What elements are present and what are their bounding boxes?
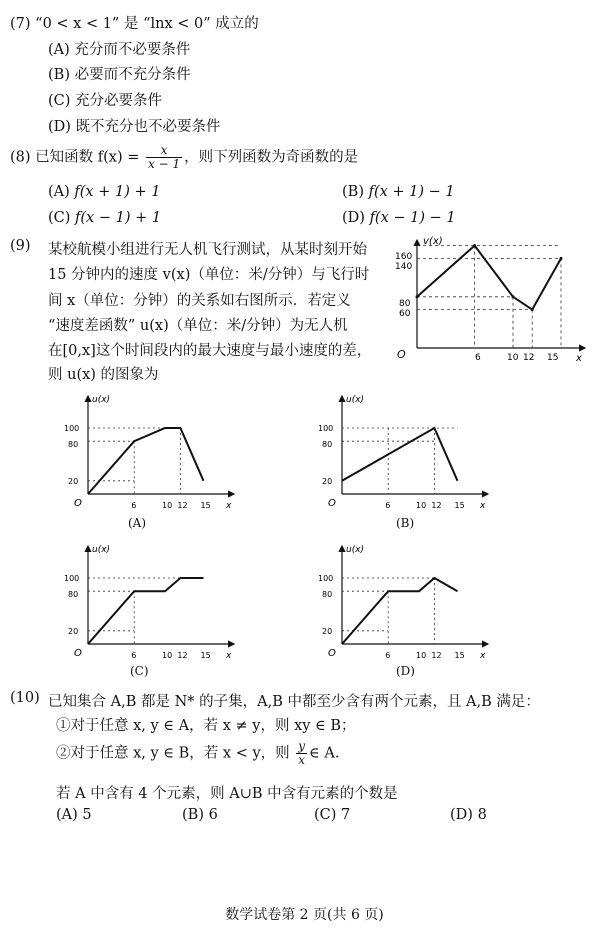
x-tick-label: 10	[416, 651, 427, 660]
origin-label: O	[74, 498, 82, 509]
stem-part: ②对于任意 x, y ∈ B，若 x < y，则	[56, 745, 290, 762]
option-label: (A)	[56, 807, 78, 823]
question-number: (10)	[10, 690, 40, 706]
stem-part: ，则下列函数为奇函数的是	[184, 149, 359, 166]
stem-line: 某校航模小组进行无人机飞行测试，从某时刻开始	[48, 242, 367, 258]
option-label: (D)	[48, 119, 71, 135]
question-line: 若 A 中含有 4 个元素，则 A∪B 中含有元素的个数是	[56, 786, 398, 802]
stem-line: 在[0,x]这个时间段内的最大速度与最小速度的差，	[48, 343, 372, 359]
option-text: 充分必要条件	[75, 93, 163, 109]
y-tick-label: 80	[68, 590, 79, 600]
y-tick-label: 80	[68, 440, 79, 450]
option-graph-a[interactable]	[62, 390, 242, 520]
condition-1: ①对于任意 x, y ∈ A，若 x ≠ y，则 xy ∈ B；	[56, 718, 356, 734]
x-tick-label: 6	[475, 353, 481, 363]
option-label-d[interactable]: (D)	[396, 664, 415, 678]
question-7-stem	[10, 12, 259, 33]
option-a[interactable]	[56, 807, 92, 823]
origin-label: O	[328, 648, 336, 659]
x-tick-label: 15	[454, 501, 465, 510]
option-graph-c[interactable]	[62, 540, 242, 670]
option-text: f(x + 1) − 1	[368, 184, 455, 200]
stem-line: 间 x（单位：分钟）的关系如右图所示．若定义	[48, 293, 351, 309]
question-number: (9)	[10, 238, 31, 254]
stem-line: 已知集合 A,B 都是 N* 的子集，A,B 中都至少含有两个元素，且 A,B 满足：	[48, 694, 540, 710]
option-graph-d[interactable]	[316, 540, 496, 670]
question-number: (7)	[10, 16, 31, 32]
option-label: (D)	[342, 210, 365, 226]
y-axis-label: u(x)	[92, 395, 111, 405]
x-tick-label: 10	[507, 353, 519, 363]
option-text: 充分而不必要条件	[74, 42, 191, 58]
option-label: (C)	[48, 93, 71, 109]
velocity-graph	[393, 230, 593, 370]
option-d[interactable]	[342, 210, 456, 226]
option-c[interactable]	[48, 89, 162, 110]
option-a[interactable]	[48, 38, 190, 59]
option-label: (D)	[450, 807, 473, 823]
stem-line: 则 u(x) 的图象为	[48, 367, 159, 383]
fraction	[146, 144, 182, 171]
y-tick-label: 20	[322, 626, 333, 636]
x-tick-label: 6	[385, 501, 391, 510]
origin-label: O	[74, 648, 82, 659]
x-tick-label: 12	[523, 353, 535, 363]
page-footer: 数学试卷第 2 页(共 6 页)	[225, 907, 384, 923]
velocity-curve	[417, 246, 561, 310]
origin-label: O	[328, 498, 336, 509]
stem-part: 已知函数 f(x) =	[35, 149, 140, 166]
origin-label: O	[397, 348, 406, 361]
y-axis-label: u(x)	[92, 545, 111, 555]
condition-2	[56, 740, 339, 767]
fraction-denominator: x − 1	[148, 157, 181, 171]
option-d[interactable]	[48, 115, 221, 136]
option-curve	[88, 428, 204, 494]
y-tick-label: 20	[68, 476, 79, 486]
option-c[interactable]	[314, 807, 350, 823]
stem-line: “速度差函数” u(x)（单位：米/分钟）为无人机	[48, 318, 348, 334]
fraction-numerator: x	[146, 144, 182, 158]
option-graph-b[interactable]	[316, 390, 496, 520]
option-text: f(x − 1) + 1	[75, 210, 162, 226]
option-d[interactable]	[450, 807, 487, 823]
option-b[interactable]	[342, 184, 455, 200]
option-curve	[342, 578, 458, 644]
x-tick-label: 10	[162, 651, 173, 660]
x-axis-label: x	[576, 353, 582, 364]
y-tick-label: 100	[318, 424, 334, 433]
stem-part: “0 < x < 1”	[35, 16, 120, 32]
stem-part: 成立的	[210, 16, 259, 32]
option-label: (A)	[48, 184, 70, 200]
y-tick-label: 160	[395, 252, 413, 262]
option-text: 6	[208, 807, 218, 823]
stem-part: 是	[119, 16, 144, 32]
x-tick-label: 6	[131, 651, 137, 660]
option-label: (B)	[48, 67, 70, 83]
option-b[interactable]	[48, 63, 191, 84]
option-label-c[interactable]: (C)	[130, 664, 149, 678]
x-axis-label: x	[226, 501, 232, 511]
stem-part: “lnx < 0”	[143, 16, 211, 32]
y-tick-label: 80	[322, 440, 333, 450]
x-axis-label: x	[480, 651, 486, 661]
x-tick-label: 15	[547, 353, 559, 363]
option-label: (A)	[48, 42, 70, 58]
x-tick-label: 15	[454, 651, 465, 660]
option-label-a[interactable]: (A)	[128, 516, 147, 530]
y-tick-label: 100	[64, 574, 80, 583]
option-text: f(x − 1) − 1	[369, 210, 456, 226]
option-text: 7	[341, 807, 351, 823]
y-tick-label: 80	[399, 299, 411, 309]
x-tick-label: 15	[200, 501, 211, 510]
x-tick-label: 10	[162, 501, 173, 510]
option-text: 必要而不充分条件	[74, 67, 191, 83]
fraction-denominator: x	[298, 753, 306, 767]
y-axis-label: u(x)	[346, 395, 365, 405]
option-curve	[342, 428, 458, 481]
option-label: (B)	[182, 807, 204, 823]
x-tick-label: 12	[431, 501, 442, 510]
y-tick-label: 100	[64, 424, 80, 433]
option-a[interactable]	[48, 184, 160, 200]
fraction-numerator: y	[298, 739, 306, 753]
option-label: (C)	[48, 210, 71, 226]
y-tick-label: 140	[395, 262, 413, 272]
y-tick-label: 20	[68, 626, 79, 636]
option-c[interactable]	[48, 210, 161, 226]
y-tick-label: 20	[322, 476, 333, 486]
question-8-stem	[10, 144, 358, 171]
x-tick-label: 6	[385, 651, 391, 660]
question-number: (8)	[10, 149, 31, 166]
option-text: 8	[477, 807, 487, 823]
option-label: (B)	[342, 184, 364, 200]
option-text: 既不充分也不必要条件	[75, 119, 221, 135]
y-tick-label: 60	[399, 309, 411, 319]
y-tick-label: 100	[318, 574, 334, 583]
x-tick-label: 12	[177, 501, 188, 510]
option-b[interactable]	[182, 807, 218, 823]
fraction	[296, 740, 307, 767]
stem-line: 15 分钟内的速度 v(x)（单位：米/分钟）与飞行时	[48, 267, 370, 283]
x-axis-label: x	[226, 651, 232, 661]
x-tick-label: 6	[131, 501, 137, 510]
x-tick-label: 12	[431, 651, 442, 660]
y-axis-label: u(x)	[346, 545, 365, 555]
option-text: 5	[82, 807, 92, 823]
option-curve	[88, 578, 204, 644]
stem-part: ∈ A.	[309, 745, 340, 762]
x-axis-label: x	[480, 501, 486, 511]
y-tick-label: 80	[322, 590, 333, 600]
x-tick-label: 10	[416, 501, 427, 510]
x-tick-label: 15	[200, 651, 211, 660]
option-label: (C)	[314, 807, 337, 823]
x-tick-label: 12	[177, 651, 188, 660]
option-label-b[interactable]: (B)	[396, 516, 415, 530]
option-text: f(x + 1) + 1	[74, 184, 161, 200]
y-axis-label: v(x)	[423, 236, 443, 247]
